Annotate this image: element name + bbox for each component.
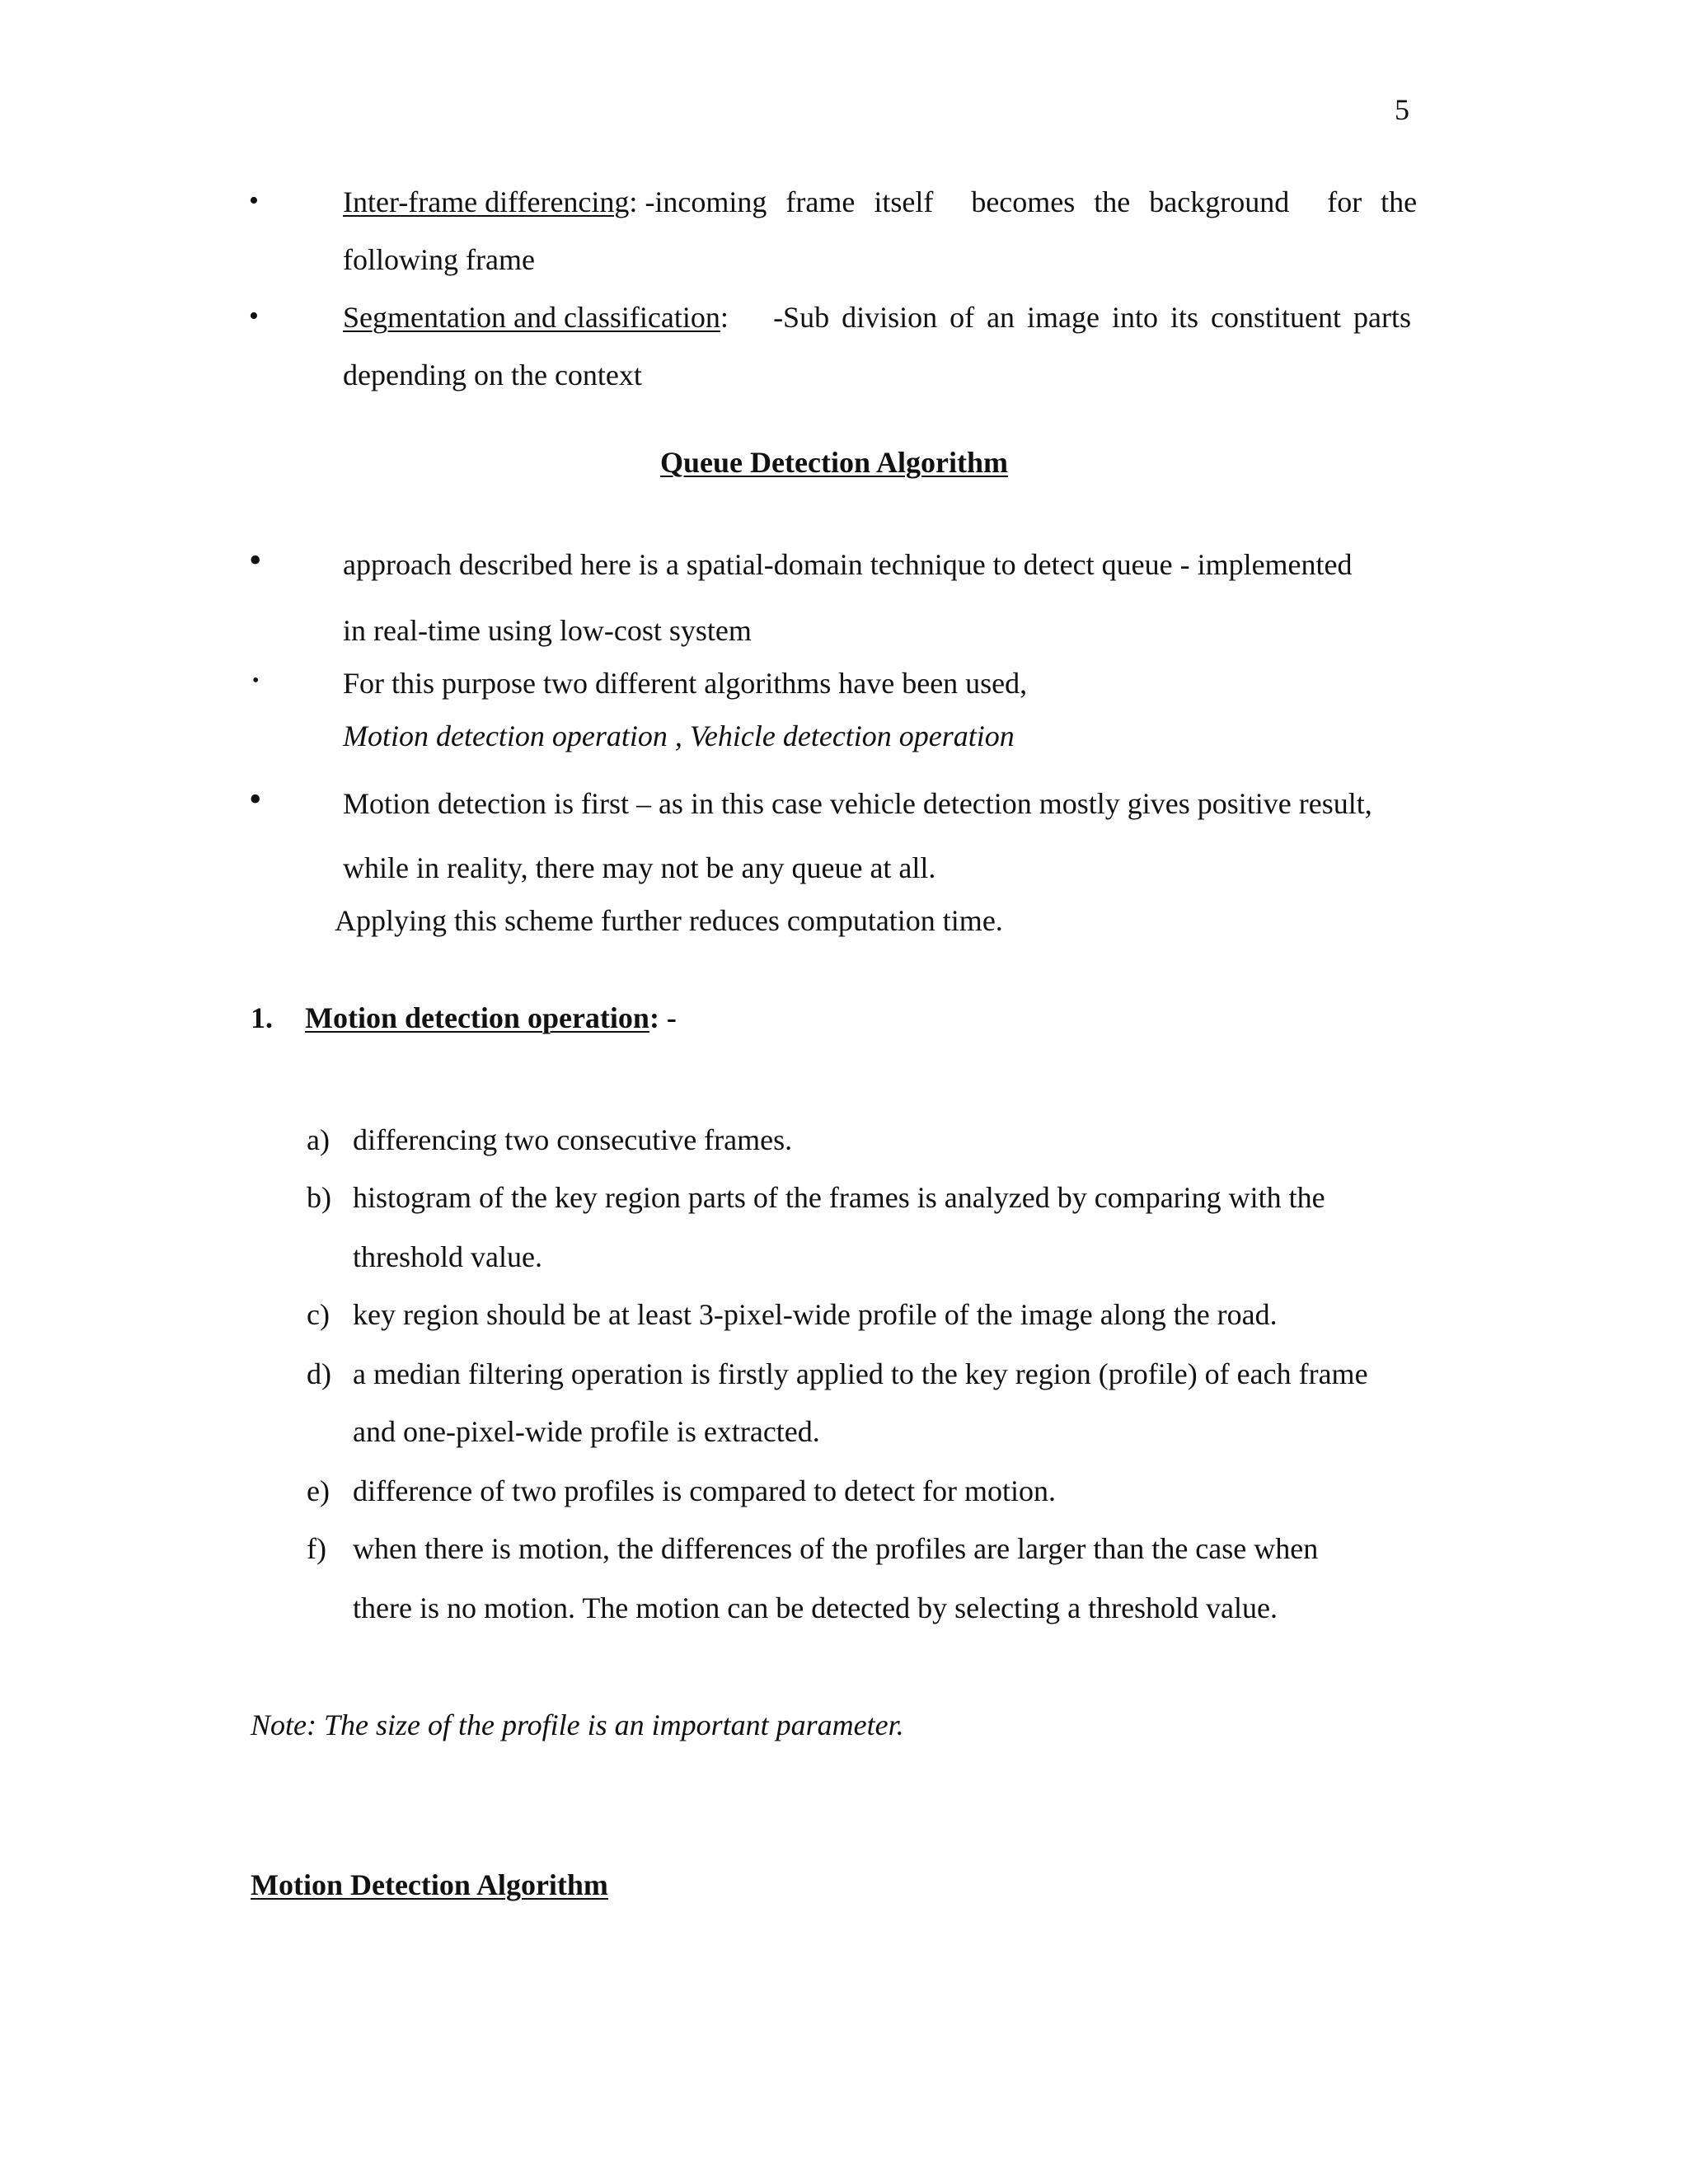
queue-bullet-3-line2: while in reality, there may not be any queue at all. — [343, 851, 936, 884]
intro-bullet-1-line1 — [343, 185, 1418, 220]
step-label: d) — [307, 1357, 331, 1390]
step-text: a median filtering operation is firstly applied to the key region (profile) of each frame — [353, 1357, 1368, 1390]
step-text: key region should be at least 3-pixel-wide profile of the image along the road. — [353, 1298, 1278, 1331]
queue-bullet-1-line1: approach described here is a spatial-domain technique to detect queue - implemented — [343, 548, 1353, 581]
intro-bullet-2-rest: -Sub division of an image into its constituent parts — [773, 301, 1411, 334]
section-1-number: 1. — [251, 1001, 273, 1034]
bullet-icon: • — [249, 185, 259, 216]
step-label: b) — [307, 1181, 331, 1214]
intro-bullet-2-sep: : — [720, 301, 736, 334]
motion-detection-heading: Motion Detection Algorithm — [251, 1868, 608, 1901]
intro-bullet-1-rest: -incoming frame itself becomes the background for the — [645, 185, 1418, 218]
step-text: threshold value. — [353, 1240, 542, 1273]
bullet-icon: • — [249, 540, 262, 580]
section-1-heading — [305, 1001, 677, 1036]
intro-bullet-1-sep: : — [629, 185, 645, 218]
section-1-suffix: : - — [649, 1001, 677, 1034]
bullet-icon: • — [249, 301, 259, 331]
step-label: a) — [307, 1123, 330, 1156]
queue-detection-heading: Queue Detection Algorithm — [660, 446, 1008, 479]
page-number: 5 — [1395, 93, 1409, 126]
step-text: when there is motion, the differences of the profiles are larger than the case when — [353, 1532, 1319, 1565]
section-1-title: Motion detection operation — [305, 1001, 649, 1034]
step-label: e) — [307, 1474, 330, 1507]
note-text: Note: The size of the profile is an important parameter. — [251, 1708, 904, 1741]
intro-bullet-1-line2: following frame — [343, 243, 535, 276]
step-text: histogram of the key region parts of the frames is analyzed by comparing with the — [353, 1181, 1325, 1214]
queue-bullet-2-line2: Motion detection operation , Vehicle detection operation — [343, 719, 1015, 752]
queue-bullet-3-line1: Motion detection is first – as in this case vehicle detection mostly gives positive result, — [343, 787, 1372, 820]
intro-bullet-1-term: Inter-frame differencing — [343, 185, 630, 218]
intro-bullet-2-term: Segmentation and classification — [343, 301, 720, 334]
bullet-icon: • — [252, 670, 260, 691]
step-label: f) — [307, 1532, 326, 1565]
intro-bullet-2-line2: depending on the context — [343, 359, 642, 391]
queue-bullet-3-line3: Applying this scheme further reduces computation time. — [335, 904, 1003, 937]
queue-bullet-1-line2: in real-time using low-cost system — [343, 614, 752, 647]
step-text: there is no motion. The motion can be detected by selecting a threshold value. — [353, 1591, 1278, 1624]
step-text: and one-pixel-wide profile is extracted. — [353, 1415, 820, 1448]
intro-bullet-2-line1 — [343, 300, 1411, 335]
step-text: difference of two profiles is compared to detect for motion. — [353, 1474, 1057, 1507]
step-label: c) — [307, 1298, 330, 1331]
step-text: differencing two consecutive frames. — [353, 1123, 793, 1156]
bullet-icon: • — [249, 779, 262, 819]
queue-bullet-2-line1: For this purpose two different algorithms have been used, — [343, 667, 1028, 700]
